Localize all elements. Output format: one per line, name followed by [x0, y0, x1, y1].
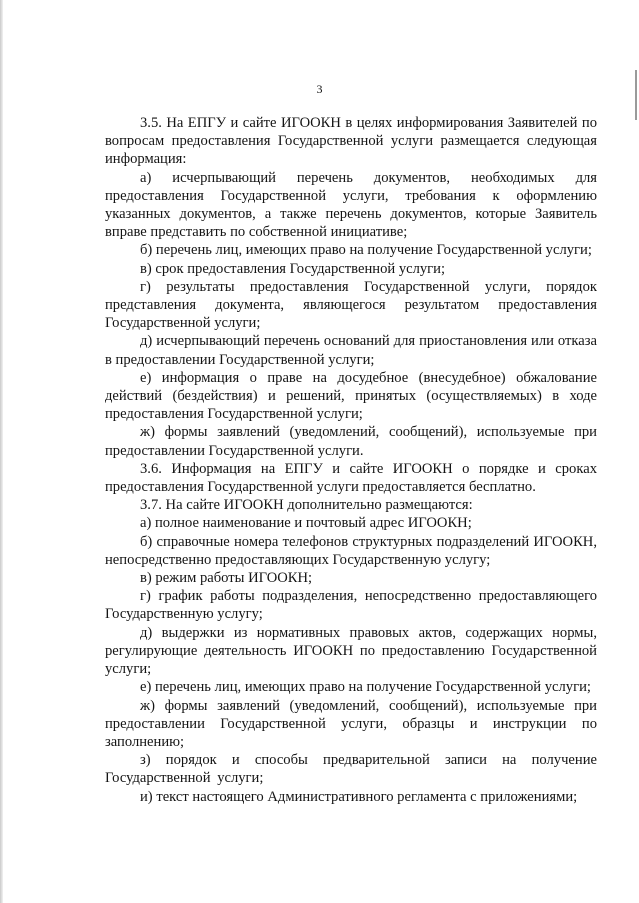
list-item-g: г) результаты предоставления Государственной услуги, порядок представления документа, являющегося результатом предоставления Государственной услуги;: [105, 278, 597, 332]
site-item-zh: ж) формы заявлений (уведомлений, сообщений), используемые при предоставлении Государственной услуги, образцы и инструкции по заполнению;: [105, 697, 597, 750]
site-item-e: е) перечень лиц, имеющих право на получение Государственной услуги;: [140, 679, 591, 696]
site-item-a: а) полное наименование и почтовый адрес ИГООКН;: [140, 515, 472, 532]
site-item-v: в) режим работы ИГООКН;: [140, 570, 313, 587]
site-item-i: и) текст настоящего Административного регламента с приложениями;: [140, 788, 578, 805]
scan-left-edge: [0, 0, 3, 903]
paragraph-3-5: 3.5. На ЕПГУ и сайте ИГООКН в целях информирования Заявителей по вопросам предоставления Государственной услуги размещается следующая информация:: [105, 115, 597, 168]
list-item-a: а) исчерпывающий перечень документов, необходимых для предоставления Государственной услуги, требования к оформлению указанных документов, а также перечень документов, которые Заявитель вправе представить по собственной инициативе;: [105, 169, 597, 241]
list-item-e: е) информация о праве на досудебное (внесудебное) обжалование действий (бездействия) и решений, принятых (осуществляемых) в ходе предоставления Государственной услуги;: [105, 369, 597, 423]
list-item-b: б) перечень лиц, имеющих право на получение Государственной услуги;: [140, 242, 592, 259]
page-number: 3: [316, 82, 323, 96]
site-item-b: б) справочные номера телефонов структурных подразделений ИГООКН, непосредственно предоставляющих Государственную услугу;: [105, 533, 597, 568]
list-item-zh: ж) формы заявлений (уведомлений, сообщений), используемые при предоставлении Государственной услуги.: [105, 424, 597, 459]
site-item-d: д) выдержки из нормативных правовых актов, содержащих нормы, регулирующие деятельность ИГООКН по предоставлению Государственной услуги;: [105, 624, 597, 678]
paragraph-3-6: 3.6. Информация на ЕПГУ и сайте ИГООКН о порядке и сроках предоставления Государственной услуги предоставляется бесплатно.: [105, 460, 597, 496]
paragraph-3-7: 3.7. На сайте ИГООКН дополнительно размещаются:: [140, 497, 473, 514]
list-item-v: в) срок предоставления Государственной услуги;: [140, 260, 446, 277]
list-item-d: д) исчерпывающий перечень оснований для приостановления или отказа в предоставлении Государственной услуги;: [105, 333, 597, 368]
document-body: [105, 114, 597, 806]
site-item-g: г) график работы подразделения, непосредственно предоставляющего Государственную услугу;: [105, 588, 597, 623]
site-item-z: з) порядок и способы предварительной записи на получение Государственной услуги;: [105, 752, 597, 787]
